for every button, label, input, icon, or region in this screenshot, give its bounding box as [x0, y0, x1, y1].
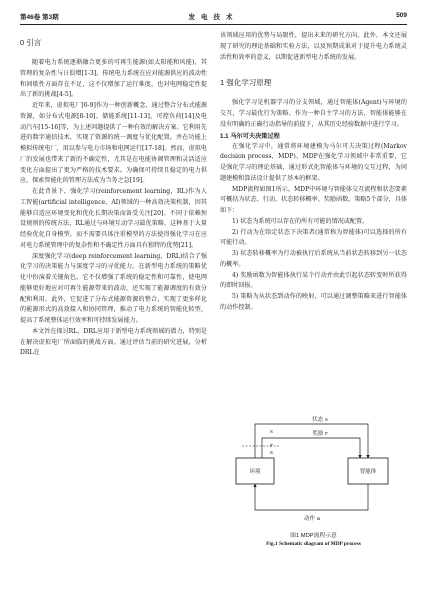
figure-caption-cn: 图1 MDP流程示意 — [290, 533, 337, 539]
mdp-diagram-svg — [220, 410, 407, 530]
state-t-label: s — [270, 429, 273, 435]
paragraph: MDP流程如图1所示。MDP中环境与智能体交互流程和状态要素可概括为状态、行动、状态转移概率、奖励函数、策略5个部分，具体如下： — [220, 185, 407, 214]
section-1-heading: 1 强化学习原理 — [220, 78, 272, 88]
right-column — [220, 31, 407, 314]
state-label: 状态 s — [312, 417, 328, 423]
state-t1-label: s — [270, 450, 273, 456]
reward-label: 奖励 r — [312, 431, 328, 437]
header-rule — [20, 24, 407, 25]
paragraph: 近年来，虚拟电厂[6-9]作为一种创新概念，通过整合分布式能源资源，如分布式电源[8-10]、储能系统[11-13]、可控负荷[14]及电动汽车[15-16]等，为上述问题提供了一种有效的解决方案。它利用先进的数字通信技术，实现了资源的统一调度与优化配置，并在功能上模拟传统电厂，用以参与电力市场和电网运行[17-18]。然而，虚拟电厂的发展也带来了新的不确定性，尤其是在电能协调管理和灵活适应变化方面提出了更为严格的技术要求。为确保可持续且稳定的电力供应，探索智能化的管理方法成为当务之急[19]。 — [20, 102, 207, 185]
action-label: 动作 a — [303, 516, 321, 522]
paragraph: 随着电力系统逐渐融合更多的可再生能源(如太阳能和风能)，其管理的复杂性与日俱增[1-3]。传统电力系统在应对能源供应的波动性和间歇性方面存在不足，这不仅增加了运行难度，也对电网稳定性提出了新的挑战[4-5]。 — [20, 59, 207, 99]
paragraph: 深度强化学习(deep reinforcement learning，DRL)结合了强化学习的决策能力与深度学习的寻优能力。在新型电力系统的策略优化中扮演着关键角色。它不仅增强了系统的稳定性和可靠性，使电网能够更好地应对可再生能源带来的波动，还实现了能源调度的有效分配和利用。此外，它促进了分布式能源资源的整合，实现了更多样化的能源形式的高效接入和协同管理，推动了电力系统的智能化转型，提高了系统整体运行效率和可持续发展能力。 — [20, 252, 207, 324]
page-number: 509 — [396, 12, 407, 19]
list-item: 3) 状态转移概率为行动被执行后系统从当前状态转移到另一状态的概率。 — [220, 250, 407, 268]
paragraph: 在强化学习中，通常将环境建模为马尔可夫决策过程(Markov decision process，MDP)，MDP在强化学习领域中非常重要，它是强化学习的理论基础，通过形式化智能体与环境的交互过程，为问题建模和算法设计提供了基本的框架。 — [220, 142, 407, 182]
reward-t-label: r — [270, 443, 273, 449]
section-0-heading: 0 引言 — [20, 38, 42, 47]
list-item: 4) 奖励函数为智能体执行某个行动并由此引起状态转变时所获得的即时回报。 — [220, 271, 407, 290]
list-item: 1) 状态为系统可以存在的所有可能的情况或配置。 — [232, 217, 369, 225]
paragraph: 在此背景下，强化学习(reinforcement learning，RL)作为人工智能(artificial intelligence，AI)领域的一种高效决策机制，因其能够自适应环境变化和优化长期决策而备受关注[20]。不同于依赖预设规则的传统方法，RL通过与环境互动学习最优策略，这种基于大量经验优化自身模型，而不需要具体注重模型的方法使得强化学习在应对电力系统管理中的复杂性和不确定性方面具有独特的优势[21]。 — [20, 188, 207, 249]
paragraph: 强化学习是机器学习的分支领域，通过智能体(Agent)与环境的交互，学习最优行为策略。作为一种自主学习的方法，智能体能够在没有明确的正确行动指导的前提下，从其历史经验数据中进行学习。 — [220, 99, 407, 128]
left-column — [20, 31, 207, 359]
list-item: 2) 行动为在给定状态下决策者(通常称为智能体)可以选择的所有可能行动。 — [220, 228, 407, 247]
mdp-elements-list — [220, 217, 407, 314]
subsection-1-1-heading: 1.1 马尔可夫决策过程 — [220, 132, 280, 140]
running-header — [20, 12, 407, 24]
list-item: 5) 策略为从状态到动作的映射，可以通过调整策略来进行智能体的动作控制。 — [220, 293, 407, 311]
figure-caption-en: Fig.1 Schematic diagram of MDP process — [266, 541, 361, 547]
action-arrow — [255, 484, 368, 510]
issue-label: 第46卷 第3期 — [20, 14, 59, 21]
agent-label: 智能体 — [359, 469, 377, 475]
paragraph: 该领域应用的优势与局限性，提出未来的研究方向。此外，本文还展现了研究的理论基础和实验方法，以及预期成果对于提升电力系统灵活性和效率的意义，以期促进新型电力系统的发展。 — [220, 32, 407, 61]
mdp-diagram — [220, 410, 407, 540]
reward-arrow — [262, 438, 360, 458]
paragraph: 本文旨在探讨RL、DRL应用于新型电力系统领域的潜力，特别是在解决虚拟电厂所面临的挑战方面。通过评估当前的研究进展，分析DRL在 — [20, 327, 207, 357]
journal-name: 发电技术 — [188, 14, 239, 21]
environment-label: 环境 — [249, 469, 261, 475]
